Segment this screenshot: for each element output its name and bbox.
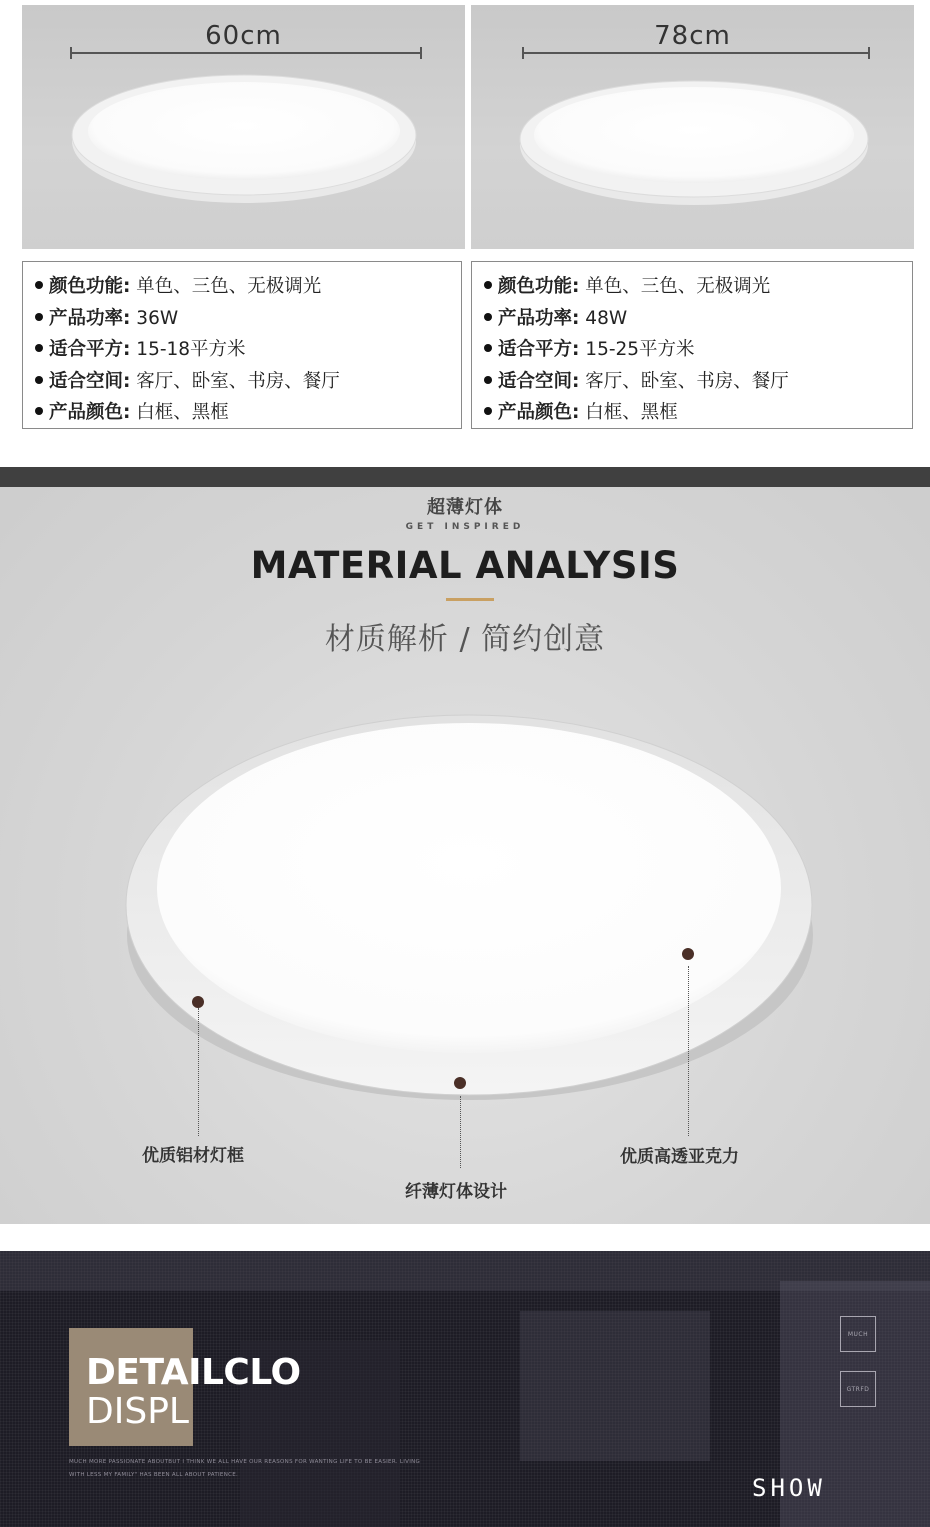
material-title-en: MATERIAL ANALYSIS — [250, 544, 680, 587]
spec-key: 适合空间: — [49, 370, 131, 392]
spec-key: 适合平方: — [498, 339, 580, 360]
spec-key: 产品颜色: — [49, 402, 131, 423]
decor-square: GTRFD — [840, 1371, 876, 1407]
callout-line-body — [460, 1096, 461, 1168]
spec-key: 适合平方: — [49, 339, 131, 360]
dimension-label: 60cm — [205, 21, 282, 51]
callout-dot-frame — [192, 996, 204, 1008]
spec-key: 颜色功能: — [498, 276, 580, 297]
banner-title-line1: DETAILCLO — [86, 1352, 301, 1393]
callout-frame: 优质铝材灯框 — [142, 1146, 244, 1166]
spec-value: 客厅、卧室、书房、餐厅 — [136, 370, 340, 392]
callout-body: 纤薄灯体设计 — [405, 1182, 507, 1202]
dimension-label: 78cm — [654, 21, 731, 51]
spec-key: 颜色功能: — [49, 276, 131, 297]
spec-value: 15-25平方米 — [585, 339, 695, 360]
spec-key: 适合空间: — [498, 370, 580, 392]
decor-square: MUCH — [840, 1316, 876, 1352]
callout-dot-body — [454, 1077, 466, 1089]
callout-line-acrylic — [688, 966, 689, 1136]
callout-line-frame — [198, 1008, 199, 1136]
material-subtitle-cn: 材质解析 / 简约创意 — [324, 622, 606, 657]
spec-key: 产品功率: — [49, 307, 131, 329]
callout-dot-acrylic — [682, 948, 694, 960]
spec-key: 产品颜色: — [498, 402, 580, 423]
material-tagline: GET INSPIRED — [405, 522, 525, 532]
banner-title-line2: DISPL — [86, 1391, 189, 1432]
spec-key: 产品功率: — [498, 307, 580, 329]
material-title-cn: 超薄灯体 — [427, 497, 503, 518]
spec-value: 36W — [136, 307, 179, 329]
fine-print: WITH LESS MY FAMILY" HAS BEEN ALL ABOUT PATIENCE. — [69, 1472, 239, 1478]
spec-value: 白框、黑框 — [585, 402, 678, 423]
spec-value: 白框、黑框 — [136, 402, 229, 423]
fine-print: MUCH MORE PASSIONATE ABOUTBUT I THINK WE ALL HAVE OUR REASONS FOR WANTING LIFE TO BE EASIER. LIVING — [69, 1459, 421, 1465]
show-label: SHOW — [752, 1474, 826, 1502]
spec-value: 单色、三色、无极调光 — [585, 276, 771, 297]
banner-shade — [520, 1311, 710, 1461]
spec-value: 15-18平方米 — [136, 339, 246, 360]
callout-acrylic: 优质高透亚克力 — [620, 1147, 739, 1167]
spec-value: 48W — [585, 307, 628, 329]
spec-value: 单色、三色、无极调光 — [136, 276, 322, 297]
spec-value: 客厅、卧室、书房、餐厅 — [585, 370, 789, 392]
